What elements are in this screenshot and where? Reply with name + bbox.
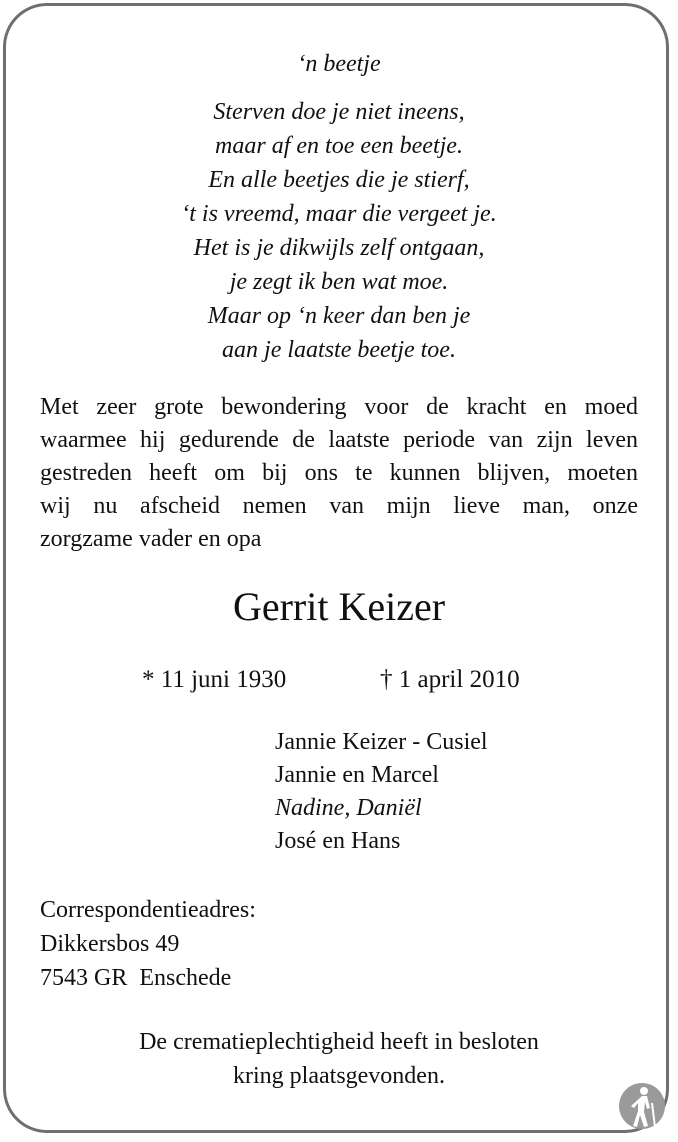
death-date: † 1 april 2010	[380, 666, 520, 693]
closing-line: kring plaatsgevonden.	[233, 1063, 445, 1089]
poem-line: ‘t is vreemd, maar die vergeet je.	[181, 201, 497, 227]
poem-line: Maar op ‘n keer dan ben je	[207, 303, 471, 329]
family-member-grandchildren: Nadine, Daniël	[275, 795, 422, 821]
intro-line: gestreden heeft om bij ons te kunnen blijven, moeten	[40, 460, 638, 486]
family-member: José en Hans	[275, 828, 401, 854]
poem-title: ‘n beetje	[297, 51, 381, 77]
closing-text	[0, 1025, 678, 1093]
poem	[0, 95, 678, 367]
family-list	[275, 726, 488, 858]
poem-line: Het is je dikwijls zelf ontgaan,	[193, 235, 485, 261]
family-member: Jannie Keizer - Cusiel	[275, 729, 488, 755]
poem-line: Sterven doe je niet ineens,	[213, 99, 465, 125]
intro-line: zorgzame vader en opa	[40, 526, 262, 552]
poem-line: aan je laatste beetje toe.	[222, 337, 456, 363]
poem-line: maar af en toe een beetje.	[215, 133, 463, 159]
correspondence-address	[40, 893, 256, 995]
address-street: Dikkersbos 49	[40, 931, 180, 957]
poem-line: je zegt ik ben wat moe.	[229, 269, 449, 295]
intro-line: Met zeer grote bewondering voor de kracht en moed	[40, 394, 638, 420]
family-member: Jannie en Marcel	[275, 762, 439, 788]
deceased-name: Gerrit Keizer	[232, 584, 446, 629]
intro-text	[40, 391, 638, 556]
intro-line: waarmee hij gedurende de laatste periode van zijn leven	[40, 427, 638, 453]
closing-line: De crematieplechtigheid heeft in besloten	[139, 1029, 539, 1055]
poem-line: En alle beetjes die je stierf,	[208, 167, 470, 193]
birth-date: * 11 juni 1930	[142, 666, 287, 693]
person-walking-logo-icon	[617, 1081, 667, 1131]
address-heading: Correspondentieadres:	[40, 897, 256, 923]
intro-line: wij nu afscheid nemen van mijn lieve man, onze	[40, 493, 638, 519]
address-city: 7543 GR Enschede	[40, 965, 232, 991]
